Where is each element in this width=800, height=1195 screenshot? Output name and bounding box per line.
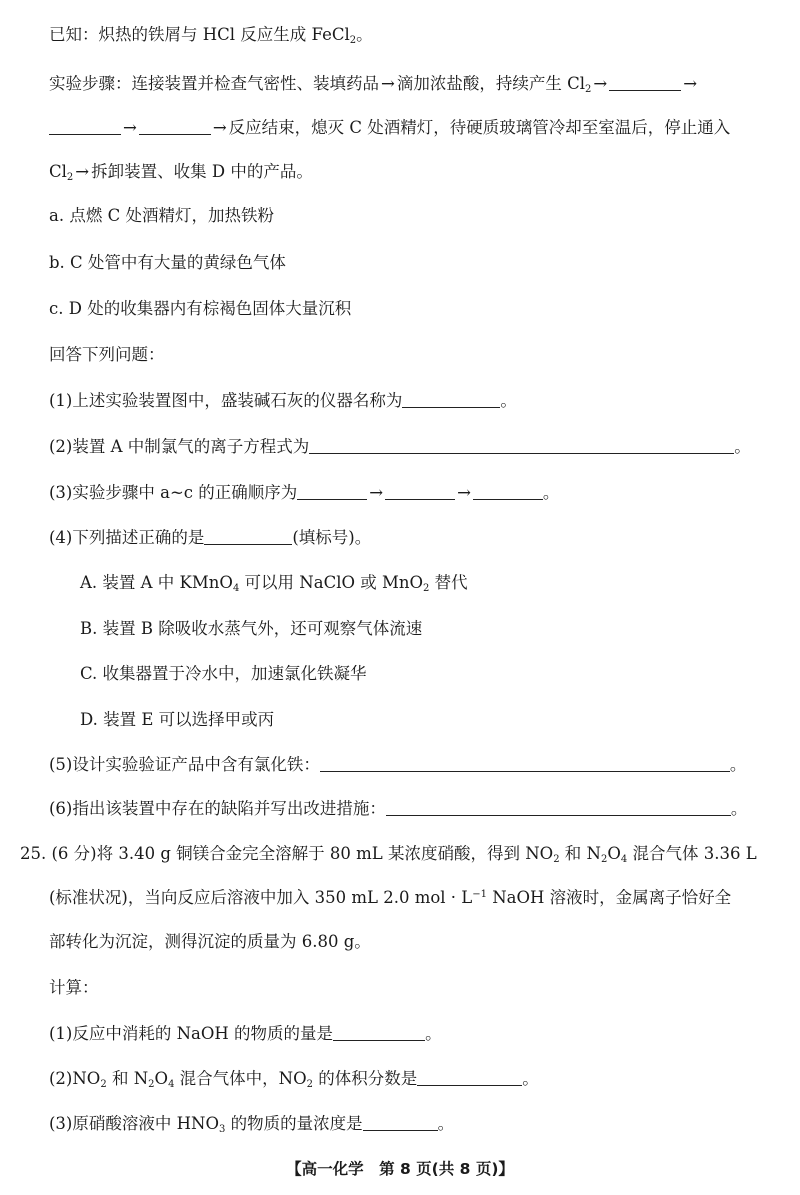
choice-text: 可以用 NaClO 或 MnO	[239, 573, 424, 592]
subscript: 2	[553, 854, 560, 865]
q25-text: NaOH 溶液时，金属离子恰好全	[487, 888, 732, 907]
arrow-icon: →	[369, 483, 384, 502]
question-text: (填标号)。	[292, 528, 372, 547]
choice-c: C. 收集器置于冷水中，加速氯化铁凝华	[80, 664, 367, 683]
choice-text: A. 装置 A 中 KMnO	[80, 573, 233, 592]
steps-text: Cl	[49, 162, 67, 181]
known-text: 已知：炽热的铁屑与 HCl 反应生成 FeCl	[49, 25, 350, 44]
punct: 。	[734, 437, 751, 456]
question-text: (2)NO	[49, 1069, 101, 1088]
q25-line-2	[49, 887, 731, 909]
answer-blank[interactable]	[309, 437, 734, 454]
punct: 。	[729, 755, 747, 774]
answer-blank[interactable]	[417, 1069, 522, 1086]
option-b: b. C 处管中有大量的黄绿色气体	[49, 253, 286, 272]
answer-blank[interactable]	[333, 1024, 425, 1041]
question-text: 和 N	[106, 1069, 149, 1088]
steps-line-2	[49, 117, 730, 139]
subscript: 4	[168, 1079, 175, 1090]
question-text: (3)实验步骤中 a~c 的正确顺序为	[49, 483, 298, 502]
q25-sub-3	[49, 1113, 454, 1135]
question-4	[49, 527, 371, 549]
question-text: 的体积分数是	[313, 1069, 418, 1088]
q25-text: 25. (6 分)将 3.40 g 铜镁合金完全溶解于 80 mL 某浓度硝酸，得到 NO	[20, 844, 554, 863]
punct: 。	[437, 1114, 455, 1133]
punct: 。	[730, 799, 748, 818]
question-5	[49, 754, 746, 776]
arrow-icon: →	[593, 74, 608, 93]
choice-b: B. 装置 B 除吸收水蒸气外，还可观察气体流速	[80, 619, 423, 638]
answer-blank[interactable]	[297, 483, 367, 500]
q25-text: 混合气体 3.36 L	[627, 844, 757, 863]
arrow-icon: →	[457, 483, 471, 502]
question-2	[49, 436, 751, 458]
punct: 。	[500, 391, 517, 410]
answer-blank[interactable]	[204, 528, 292, 545]
arrow-icon: →	[212, 118, 227, 137]
question-text: (3)原硝酸溶液中 HNO	[49, 1114, 219, 1133]
steps-line-3	[49, 161, 313, 183]
q25-text: 和 N	[559, 844, 601, 863]
question-text: (2)装置 A 中制氯气的离子方程式为	[49, 437, 310, 456]
arrow-icon: →	[123, 118, 137, 137]
punct: 。	[356, 25, 373, 44]
answer-blank[interactable]	[386, 799, 731, 816]
choice-text: 替代	[429, 573, 468, 592]
q25-line-3: 部转化为沉淀，测得沉淀的质量为 6.80 g。	[49, 932, 371, 951]
answer-blank[interactable]	[363, 1114, 438, 1131]
question-text: (1)上述实验装置图中，盛装碱石灰的仪器名称为	[49, 391, 403, 410]
option-c: c. D 处的收集器内有棕褐色固体大量沉积	[49, 299, 352, 318]
question-3	[49, 482, 559, 504]
calc-label: 计算：	[49, 978, 99, 997]
subscript: 2	[148, 1079, 155, 1090]
choice-d: D. 装置 E 可以选择甲或丙	[80, 710, 275, 729]
q25-line-1	[20, 843, 757, 865]
answer-blank[interactable]	[609, 74, 681, 91]
answer-blank[interactable]	[385, 483, 455, 500]
answer-blank[interactable]	[139, 118, 211, 135]
subscript: 2	[601, 854, 608, 865]
steps-text: 反应结束，熄灭 C 处酒精灯，待硬质玻璃管冷却至室温后，停止通入	[228, 118, 731, 137]
punct: 。	[425, 1024, 442, 1043]
question-text: 混合气体中，NO	[174, 1069, 307, 1088]
subscript: 2	[306, 1079, 314, 1090]
answer-blank[interactable]	[49, 118, 121, 135]
prompt: 回答下列问题：	[49, 345, 165, 364]
question-text: (1)反应中消耗的 NaOH 的物质的量是	[49, 1024, 334, 1043]
question-6	[49, 798, 747, 820]
arrow-icon: →	[75, 162, 90, 181]
question-text: 的物质的量浓度是	[225, 1114, 363, 1133]
punct: 。	[542, 483, 560, 502]
choice-a	[80, 572, 468, 594]
q25-sub-1	[49, 1023, 442, 1045]
answer-blank[interactable]	[402, 391, 500, 408]
subscript: 4	[232, 583, 240, 594]
subscript: 2	[349, 35, 357, 46]
steps-line-1	[49, 73, 699, 95]
subscript: 2	[100, 1079, 107, 1090]
question-text: (4)下列描述正确的是	[49, 528, 205, 547]
subscript: 2	[66, 172, 74, 183]
known-line	[49, 24, 373, 46]
arrow-icon: →	[381, 74, 395, 93]
subscript: 2	[423, 583, 430, 594]
arrow-icon: →	[683, 74, 698, 93]
steps-text: 实验步骤：连接装置并检查气密性、装填药品	[49, 74, 379, 93]
subscript: 2	[584, 84, 592, 95]
steps-text: 拆卸装置、收集 D 中的产品。	[91, 162, 313, 181]
question-text: (6)指出该装置中存在的缺陷并写出改进措施：	[49, 799, 386, 818]
question-1	[49, 390, 517, 412]
subscript: 3	[218, 1124, 226, 1135]
steps-text: 滴加浓盐酸，持续产生 Cl	[396, 74, 585, 93]
subscript: 4	[620, 854, 628, 865]
option-a: a. 点燃 C 处酒精灯，加热铁粉	[49, 206, 274, 225]
q25-text: (标准状况)，当向反应后溶液中加入 350 mL 2.0 mol · L	[49, 888, 473, 907]
superscript: −1	[472, 889, 487, 900]
q25-text: O	[607, 844, 621, 863]
q25-sub-2	[49, 1068, 539, 1090]
question-text: (5)设计实验验证产品中含有氯化铁：	[49, 755, 320, 774]
question-text: O	[154, 1069, 169, 1088]
page-footer: 【高一化学 第 8 页(共 8 页)】	[286, 1160, 514, 1178]
answer-blank[interactable]	[473, 483, 543, 500]
punct: 。	[522, 1069, 539, 1088]
answer-blank[interactable]	[320, 755, 730, 772]
